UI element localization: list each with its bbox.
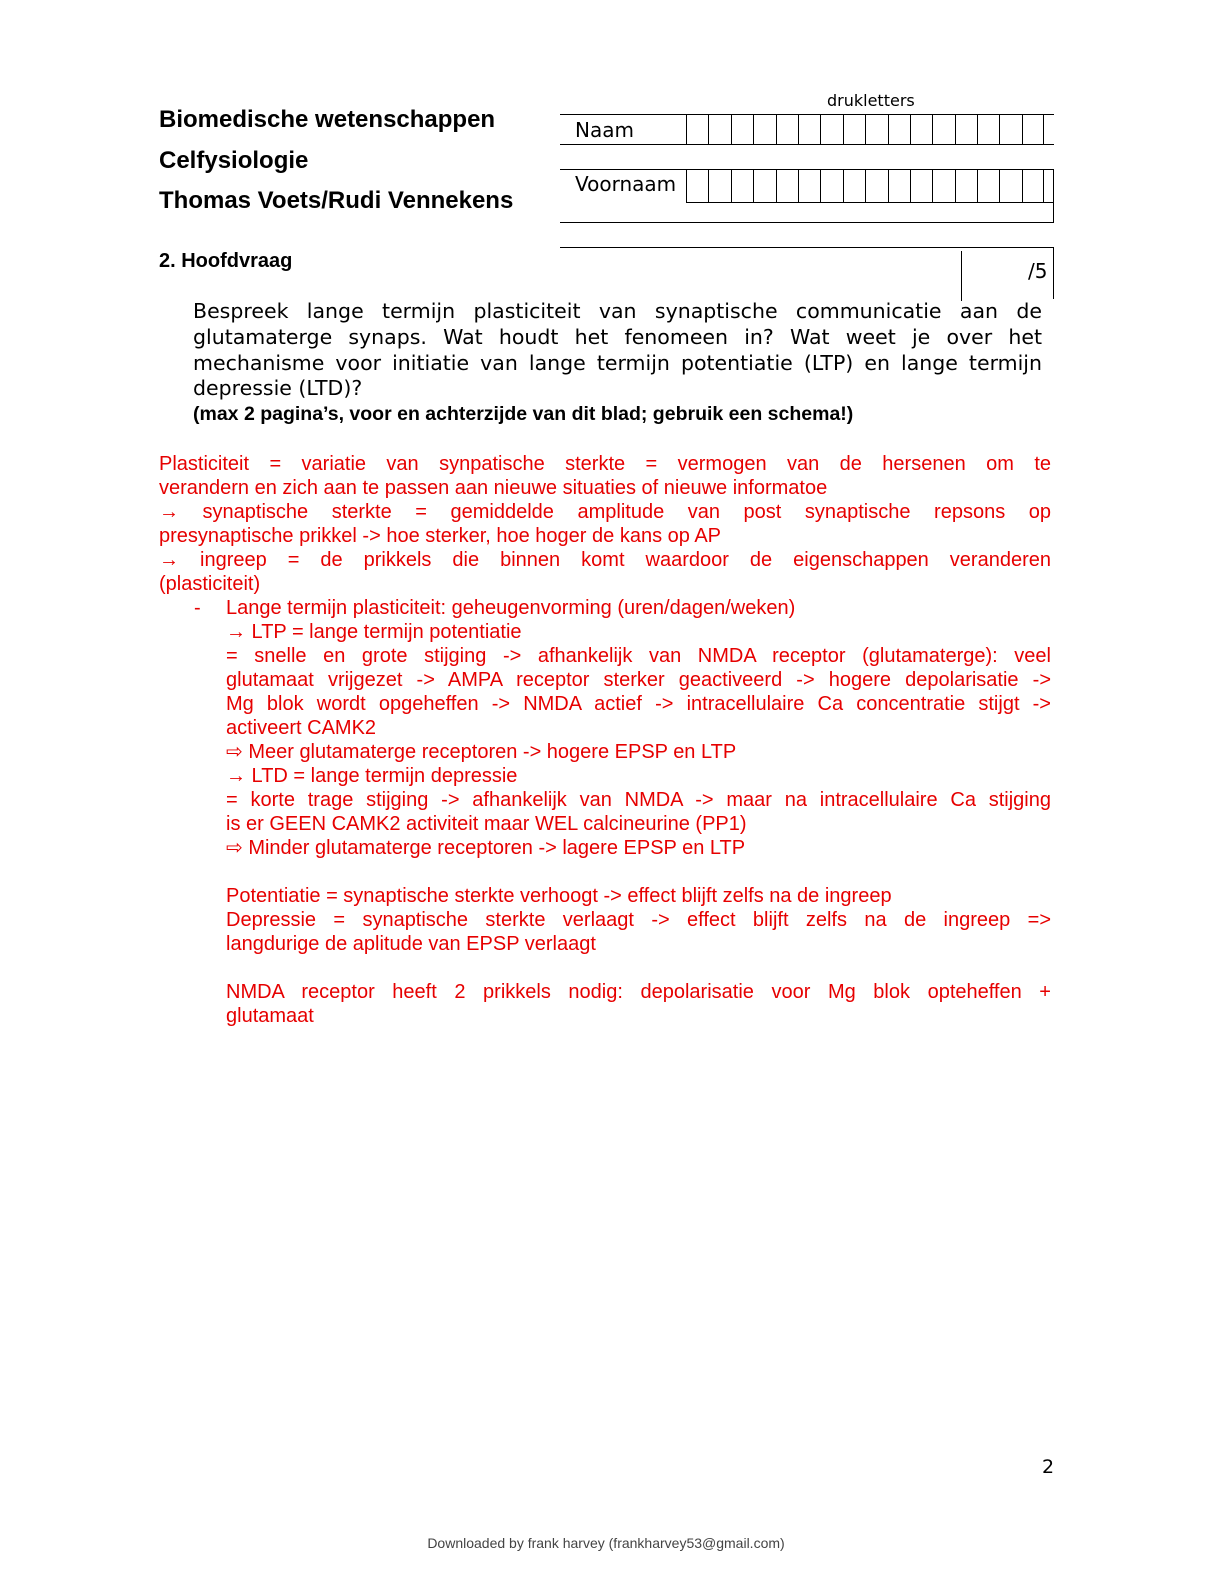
drukletters-hint: drukletters: [827, 91, 915, 110]
voornaam-input-boxes[interactable]: [686, 169, 1044, 203]
answer-line: (plasticiteit): [159, 573, 261, 595]
answer-line: = korte trage stijging -> afhankelijk van NMDA -> maar na intracellulaire Ca stijging: [226, 789, 1051, 811]
download-footer: Downloaded by frank harvey (frankharvey53@gmail.com): [427, 1535, 785, 1551]
question-text: Bespreek lange termijn plasticiteit van synaptische communicatie aan de glutamaterge synaps. Wat houdt het fenomeen in? Wat weet je over het mechanisme voor initiatie van lange termijn potentiatie (LTP) en lange termijn depressie (LTD)?: [193, 299, 1042, 401]
answer-line: Mg blok wordt opgeheffen -> NMDA actief -> intracellulaire Ca concentratie stijgt ->: [226, 693, 1051, 715]
ltp-result: ⇨ Meer glutamaterge receptoren -> hogere EPSP en LTP: [226, 741, 737, 763]
depressie-definition: Depressie = synaptische sterkte verlaagt -> effect blijft zelfs na de ingreep =>: [226, 909, 1051, 931]
potentiatie-definition: Potentiatie = synaptische sterkte verhoogt -> effect blijft zelfs na de ingreep: [226, 885, 892, 907]
question-instruction: (max 2 pagina’s, voor en achterzijde van dit blad; gebruik een schema!): [193, 403, 854, 425]
voornaam-right-border: [1053, 169, 1054, 223]
voornaam-label: Voornaam: [575, 172, 677, 196]
answer-body: [194, 596, 1051, 1028]
score-box-right-border: [1053, 247, 1054, 299]
answer-line: is er GEEN CAMK2 activiteit maar WEL calcineurine (PP1): [226, 813, 747, 835]
bullet-dash: -: [194, 597, 201, 619]
bullet-text: Lange termijn plasticiteit: geheugenvorming (uren/dagen/weken): [226, 597, 796, 619]
answer-line: → synaptische sterkte = gemiddelde amplitude van post synaptische repsons op: [159, 501, 1051, 523]
answer-line: = snelle en grote stijging -> afhankelijk van NMDA receptor (glutamaterge): veel: [226, 645, 1051, 667]
page-number: 2: [1042, 1456, 1055, 1478]
answer-line: glutamaat vrijgezet -> AMPA receptor sterker geactiveerd -> hogere depolarisatie ->: [226, 669, 1051, 691]
score-top-line: [560, 247, 1054, 248]
score-max: /5: [1028, 259, 1048, 283]
course-lecturers: Thomas Voets/Rudi Vennekens: [159, 187, 514, 214]
question-heading: 2. Hoofdvraag: [159, 250, 293, 272]
answer-line: verandern en zich aan te passen aan nieuwe situaties of nieuwe informatoe: [159, 477, 828, 499]
answer-bullet: [194, 596, 1051, 620]
course-name: Biomedische wetenschappen: [159, 106, 496, 133]
course-subject: Celfysiologie: [159, 147, 309, 174]
answer-line: Plasticiteit = variatie van synpatische sterkte = vermogen van de hersenen om te: [159, 453, 1051, 475]
naam-input-boxes[interactable]: [686, 114, 1044, 145]
ltp-heading: → LTP = lange termijn potentiatie: [226, 621, 522, 643]
answer-line: glutamaat: [226, 1005, 314, 1027]
answer-line: activeert CAMK2: [226, 717, 377, 739]
ltd-result: ⇨ Minder glutamaterge receptoren -> lagere EPSP en LTP: [226, 837, 746, 859]
nmda-note: NMDA receptor heeft 2 prikkels nodig: depolarisatie voor Mg blok opteheffen +: [226, 981, 1051, 1003]
answer-intro: [159, 452, 1051, 596]
answer-line: → ingreep = de prikkels die binnen komt waardoor de eigenschappen veranderen: [159, 549, 1051, 571]
ltd-heading: → LTD = lange termijn depressie: [226, 765, 518, 787]
naam-label: Naam: [575, 118, 634, 142]
voornaam-bottom-line: [560, 222, 1054, 223]
answer-line: langdurige de aplitude van EPSP verlaagt: [226, 933, 596, 955]
score-box-left-border: [961, 251, 962, 301]
answer-line: presynaptische prikkel -> hoe sterker, hoe hoger de kans op AP: [159, 525, 722, 547]
